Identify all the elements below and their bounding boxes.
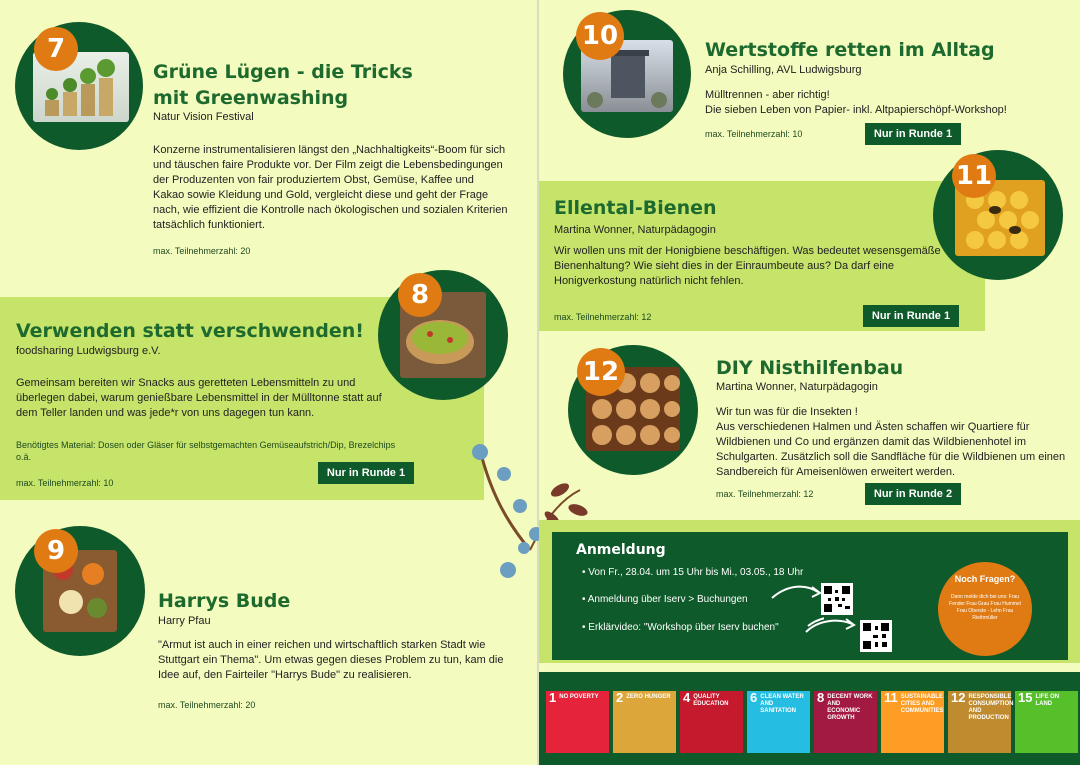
sdg-label: LIFE ON LAND: [1035, 694, 1060, 707]
fragen-badge: [938, 562, 1032, 656]
qr-code-icon: [824, 586, 850, 612]
event-7-number: 7: [34, 27, 78, 71]
event-12-line1: Wir tun was für die Insekten !: [716, 406, 858, 418]
event-9-description: "Armut ist auch in einer reichen und wirtschaftlich starken Stadt wie Stuttgart ein Thema". Um etwas gegen dieses Problem zu tun, kam die Idee auf, den Fairteiler "Harrys Bude" zu realisieren.: [158, 639, 504, 681]
sdg-icons: [546, 691, 1078, 753]
sdg-tile-1: [546, 691, 609, 753]
anmeldung-item-1: • Von Fr., 28.04. um 15 Uhr bis Mi., 03.05., 18 Uhr: [582, 567, 804, 578]
event-7-organizer: Natur Vision Festival: [153, 111, 254, 123]
event-8-material: Benötigtes Material: Dosen oder Gläser für selbstgemachten Gemüseaufstrich/Dip, Brezelchips o.ä.: [16, 440, 396, 462]
sdg-number: 8: [817, 690, 825, 705]
anmeldung-item-3[interactable]: • Erklärvideo: "Workshop über Iserv buchen": [582, 622, 779, 633]
event-8-organizer: foodsharing Ludwigsburg e.V.: [16, 345, 161, 357]
sdg-number: 4: [683, 690, 691, 705]
sdg-label: DECENT WORK AND ECONOMIC GROWTH: [827, 694, 873, 721]
sdg-number: 15: [1018, 690, 1033, 705]
sdg-tile-11: [881, 691, 944, 753]
anmeldung-item-2[interactable]: • Anmeldung über Iserv > Buchungen: [582, 594, 748, 605]
qr-code-icon: [863, 623, 889, 649]
sdg-label: CLEAN WATER AND SANITATION: [760, 694, 804, 714]
sdg-tile-6: [747, 691, 810, 753]
qr-code-video[interactable]: [860, 620, 892, 652]
event-10-line2: Die sieben Leben von Papier- inkl. Altpapierschöpf-Workshop!: [705, 104, 1007, 116]
event-10-line1: Mülltrennen - aber richtig!: [705, 89, 830, 101]
event-10-organizer: Anja Schilling, AVL Ludwigsburg: [705, 64, 862, 76]
anmeldung-title: Anmeldung: [576, 542, 666, 558]
sdg-tile-12: [948, 690, 1014, 753]
event-7-description: Konzerne instrumentalisieren längst den „Nachhaltigkeits“-Boom für sich und täuschen faire Produkte vor. Der Film zeigt die Lebensbedingungen der Produzenten von fair produziertem Obst, Gemüse, Kaffee und Kakao sowie Kleidung und Gold, vergleicht diese und geht der Frage nach, wie effizient die Kontrolle nach ökologischen und sozialen Kriterien tatsächlich funktioniert.: [153, 144, 508, 231]
sdg-tile-8: [814, 691, 877, 753]
event-8-title: Verwenden statt verschwenden!: [16, 320, 364, 342]
event-10-round-button[interactable]: Nur in Runde 1: [865, 123, 961, 145]
event-12-max: max. Teilnehmerzahl: 12: [716, 489, 814, 499]
sdg-number: 6: [750, 690, 758, 705]
event-12-description: Aus verschiedenen Halmen und Ästen schaffen wir Quartiere für Wildbienen und Co und ergänzen damit das Wildbienenhotel im Schulgarten. Zusätzlich soll die Sandfläche für die Wildbienen um einen Sandbereich für Ameisenlöwen erweitert werden.: [716, 421, 1066, 478]
sdg-label: RESPONSIBLE CONSUMPTION AND PRODUCTION: [968, 694, 1014, 721]
sdg-number: 2: [616, 690, 624, 705]
fragen-title: Noch Fragen?: [954, 574, 1016, 584]
sdg-number: 12: [951, 690, 966, 705]
event-10-max: max. Teilnehmerzahl: 10: [705, 129, 803, 139]
anmeldung-item-2-text: Anmeldung über Iserv > Buchungen: [587, 594, 748, 605]
event-11-number: 11: [952, 154, 996, 198]
sdg-number: 11: [884, 690, 898, 705]
event-12-title: DIY Nisthilfenbau: [716, 357, 904, 379]
event-9-number: 9: [34, 529, 78, 573]
anmeldung-item-1-text: Von Fr., 28.04. um 15 Uhr bis Mi., 03.05., 18 Uhr: [588, 567, 804, 578]
event-11-organizer: Martina Wonner, Naturpädagogin: [554, 224, 716, 236]
sdg-label: QUALITY EDUCATION: [693, 694, 729, 707]
sdg-label: ZERO HUNGER: [626, 694, 671, 700]
event-8-max: max. Teilnehmerzahl: 10: [16, 478, 114, 488]
event-9-max: max. Teilnehmerzahl: 20: [158, 700, 256, 710]
event-9-organizer: Harry Pfau: [158, 615, 211, 627]
event-10-number: 10: [576, 12, 624, 60]
event-11-max: max. Teilnehmerzahl: 12: [554, 312, 652, 322]
event-12-number: 12: [577, 348, 625, 396]
event-11-title: Ellental-Bienen: [554, 197, 717, 219]
anmeldung-item-3-text: Erklärvideo: "Workshop über Iserv buchen": [588, 622, 779, 633]
event-7-max: max. Teilnehmerzahl: 20: [153, 246, 251, 256]
qr-code-iserv[interactable]: [821, 583, 853, 615]
event-7-title-line2: mit Greenwashing: [153, 87, 349, 109]
fragen-text: Dann melde dich bei uns: Frau Fender Frau Grau Frau Hummel Frau Oberste - Lehn Frau Riethmüller: [949, 594, 1021, 621]
event-8-round-button[interactable]: Nur in Runde 1: [318, 462, 414, 484]
sdg-number: 1: [549, 690, 557, 705]
arrow-icon-2: [802, 614, 858, 636]
event-8-number: 8: [398, 273, 442, 317]
sdg-tile-4: [680, 691, 743, 753]
event-11-round-button[interactable]: Nur in Runde 1: [863, 305, 959, 327]
event-11-description: Wir wollen uns mit der Honigbiene beschäftigen. Was bedeutet wesensgemäße Bienenhaltung? Wie sieht dies in der Einraumbeute aus? Da darf eine Honigverkostung natürlich nicht fehlen.: [554, 245, 941, 287]
event-12-round-button[interactable]: Nur in Runde 2: [865, 483, 961, 505]
event-12-organizer: Martina Wonner, Naturpädagogin: [716, 381, 878, 393]
sdg-label: NO POVERTY: [559, 694, 599, 700]
event-8-description: Gemeinsam bereiten wir Snacks aus geretteten Lebensmitteln zu und überlegen dabei, warum genießbare Lebensmittel in der Mülltonne statt auf dem Teller landen und was jede*r von uns dagegen tun kann.: [16, 377, 382, 419]
event-10-title: Wertstoffe retten im Alltag: [705, 39, 995, 61]
sdg-tile-2: [613, 691, 676, 753]
event-7-title-line1: Grüne Lügen - die Tricks: [153, 61, 413, 83]
event-9-title: Harrys Bude: [158, 590, 291, 612]
sdg-label: SUSTAINABLE CITIES AND COMMUNITIES: [900, 694, 944, 714]
sdg-tile-15: [1015, 691, 1078, 753]
